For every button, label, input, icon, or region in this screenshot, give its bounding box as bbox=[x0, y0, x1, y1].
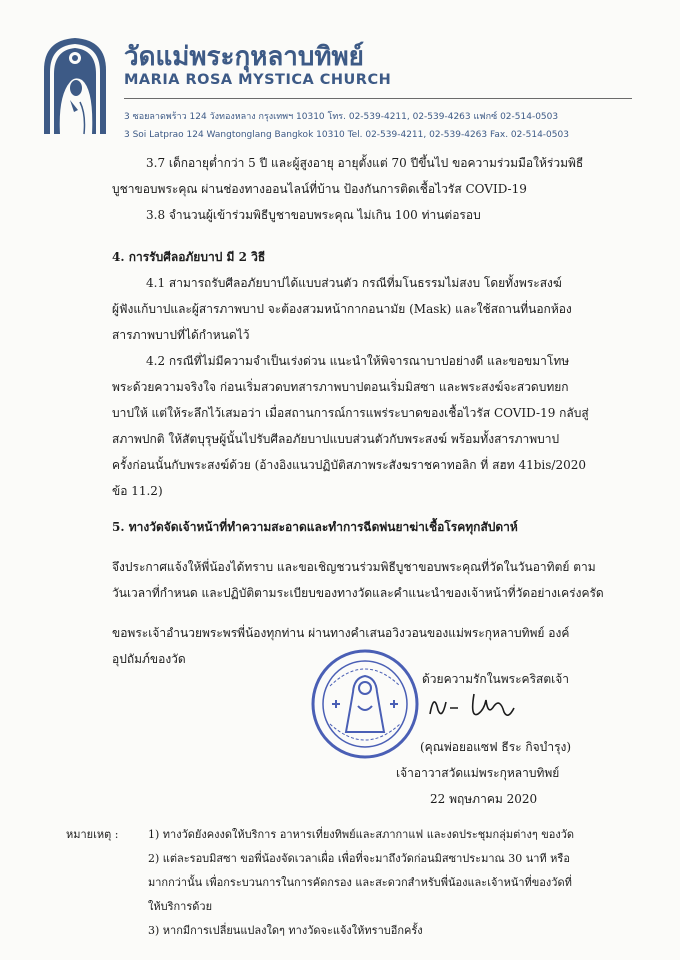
item-4-2-line-2: พระด้วยความจริงใจ ก่อนเริ่มสวดบทสารภาพบาปตอนเริ่มมิสซา และพระสงฆ์จะสวดบทยก bbox=[112, 380, 569, 394]
item-4-2-line-1: 4.2 กรณีที่ไม่มีความจำเป็นเร่งด่วน แนะนำให้พิจารณาบาปอย่างดี และขอขมาโทษ bbox=[146, 354, 570, 368]
item-3-8: 3.8 จำนวนผู้เข้าร่วมพิธีบูชาขอบพระคุณ ไม่เกิน 100 ท่านต่อรอบ bbox=[146, 208, 481, 222]
signer-name: (คุณพ่อยอแซฟ ธีระ กิจบำรุง) bbox=[420, 740, 572, 754]
note-1: 1) ทางวัดยังคงงดให้บริการ อาหารเที่ยงทิพย์และสภากาแฟ และงดประชุมกลุ่มต่างๆ ของวัด bbox=[148, 828, 575, 841]
header-divider bbox=[124, 98, 632, 99]
madonna-praying-arch-icon bbox=[40, 36, 110, 136]
announcement-line-1: จึงประกาศแจ้งให้พี่น้องได้ทราบ และขอเชิญชวนร่วมพิธีบูชาขอบพระคุณที่วัดในวันอาทิตย์ ตาม bbox=[112, 560, 596, 574]
signature-closing: ด้วยความรักในพระคริสตเจ้า bbox=[422, 672, 570, 686]
note-3: 3) หากมีการเปลี่ยนแปลงใดๆ ทางวัดจะแจ้งให้ทราบอีกครั้ง bbox=[148, 924, 423, 937]
item-3-7-line-2: บูชาขอบพระคุณ ผ่านช่องทางออนไลน์ที่บ้าน ป้องกันการติดเชื้อไวรัส COVID-19 bbox=[112, 182, 527, 196]
blessing-line-2: อุปถัมภ์ของวัด bbox=[112, 652, 186, 666]
note-2-line-3: ให้บริการด้วย bbox=[148, 900, 213, 913]
church-name-english: MARIA ROSA MYSTICA CHURCH bbox=[124, 72, 392, 88]
item-3-7-line-1: 3.7 เด็กอายุต่ำกว่า 5 ปี และผู้สูงอายุ อายุตั้งแต่ 70 ปีขึ้นไป ขอความร่วมมือให้ร่วมพิธี bbox=[146, 156, 584, 170]
item-4-1-line-3: สารภาพบาปที่ได้กำหนดไว้ bbox=[112, 328, 250, 342]
note-2-line-2: มากกว่านั้น เพื่อกระบวนการในการคัดกรอง และสะดวกสำหรับพี่น้องและเจ้าหน้าที่ของวัดที่ bbox=[148, 876, 572, 889]
notes-label: หมายเหตุ : bbox=[66, 828, 119, 841]
church-name-thai: วัดแม่พระกุหลาบทิพย์ bbox=[124, 42, 364, 72]
handwritten-signature bbox=[424, 688, 520, 724]
item-4-2-line-4: สภาพปกติ ให้สัตบุรุษผู้นั้นไปรับศีลอภัยบาปแบบส่วนตัวกับพระสงฆ์ พร้อมทั้งสารภาพบาป bbox=[112, 432, 560, 446]
blessing-line-1: ขอพระเจ้าอำนวยพระพรพี่น้องทุกท่าน ผ่านทางคำเสนอวิงวอนของแม่พระกุหลาบทิพย์ องค์ bbox=[112, 626, 570, 640]
address-english: 3 Soi Latprao 124 Wangtonglang Bangkok 10310 Tel. 02-539-4211, 02-539-4263 Fax. 02-514-0503 bbox=[124, 130, 569, 140]
item-4-2-line-6: ข้อ 11.2) bbox=[112, 484, 163, 498]
section-5-heading: 5. ทางวัดจัดเจ้าหน้าที่ทำความสะอาดและทำการฉีดพ่นยาฆ่าเชื้อโรคทุกสัปดาห์ bbox=[112, 520, 518, 534]
item-4-2-line-3: บาปให้ แต่ให้ระลึกไว้เสมอว่า เมื่อสถานการณ์การแพร่ระบาดของเชื้อไวรัส COVID-19 กลับสู่ bbox=[112, 406, 589, 420]
document-date: 22 พฤษภาคม 2020 bbox=[430, 792, 538, 806]
address-thai: 3 ซอยลาดพร้าว 124 วังทองหลาง กรุงเทพฯ 10310 โทร. 02-539-4211, 02-539-4263 แฟกซ์ 02-514-0503 bbox=[124, 112, 559, 122]
church-seal-stamp-icon bbox=[310, 648, 420, 760]
item-4-1-line-2: ผู้ฟังแก้บาปและผู้สารภาพบาป จะต้องสวมหน้ากากอนามัย (Mask) และใช้สถานที่นอกห้อง bbox=[112, 302, 572, 316]
section-4-heading: 4. การรับศีลอภัยบาป มี 2 วิธี bbox=[112, 250, 266, 264]
item-4-2-line-5: ครั้งก่อนนั้นกับพระสงฆ์ด้วย (อ้างอิงแนวปฏิบัติสภาพระสังฆราชคาทอลิก ที่ สฮท 41bis/2020 bbox=[112, 458, 587, 472]
item-4-1-line-1: 4.1 สามารถรับศีลอภัยบาปได้แบบส่วนตัว กรณีที่มโนธรรมไม่สงบ โดยทั้งพระสงฆ์ bbox=[146, 276, 562, 290]
signer-title: เจ้าอาวาสวัดแม่พระกุหลาบทิพย์ bbox=[396, 766, 560, 780]
note-2-line-1: 2) แต่ละรอบมิสซา ขอพี่น้องจัดเวลาเผื่อ เพื่อที่จะมาถึงวัดก่อนมิสซาประมาณ 30 นาที หรือ bbox=[148, 852, 570, 865]
announcement-line-2: วันเวลาที่กำหนด และปฏิบัติตามระเบียบของทางวัดและคำแนะนำของเจ้าหน้าที่วัดอย่างเคร่งครัด bbox=[112, 586, 604, 600]
